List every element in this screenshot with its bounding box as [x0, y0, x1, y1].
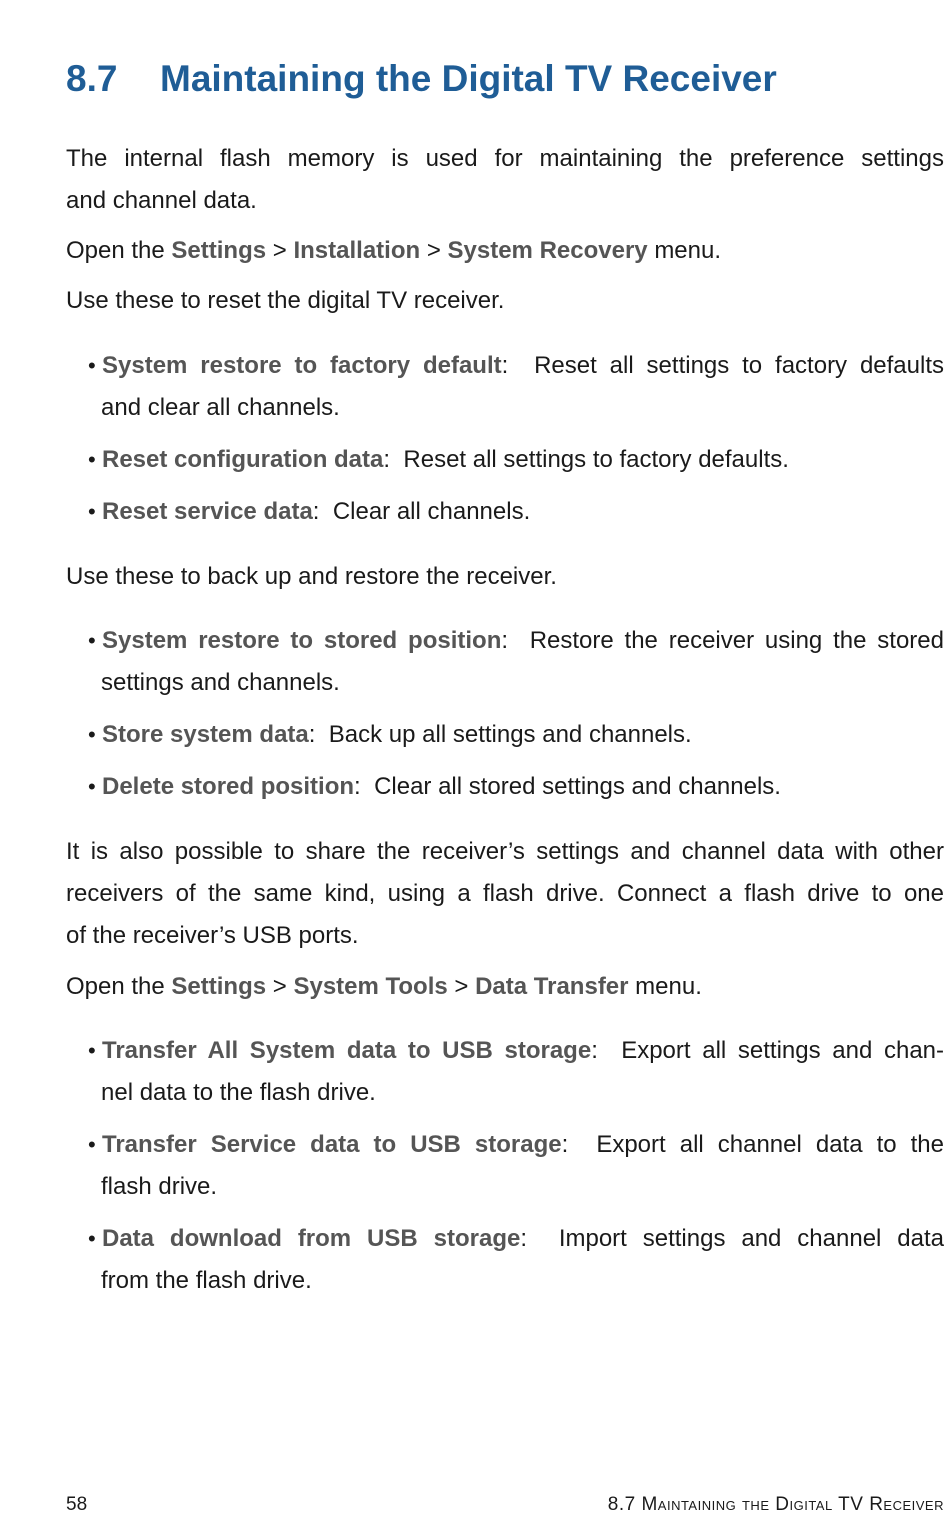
- bullet-icon: •: [88, 499, 96, 524]
- bullet-icon: •: [88, 353, 96, 378]
- backup-intro: Use these to back up and restore the receiver.: [66, 563, 557, 590]
- menu-system-tools: System Tools: [293, 973, 448, 1000]
- menu-path-transfer: Open the Settings > System Tools > Data Transfer menu.: [66, 973, 702, 1000]
- menu-path-recovery: Open the Settings > Installation > System Recovery menu.: [66, 237, 722, 264]
- bullet-icon: •: [88, 774, 96, 799]
- intro-line-1: The internal flash memory is used for maintaining the preference settings: [66, 145, 944, 172]
- menu-settings: Settings: [171, 237, 267, 264]
- bullet-icon: •: [88, 722, 96, 747]
- share-line-3: of the receiver’s USB ports.: [66, 922, 359, 949]
- bullet-icon: •: [88, 1132, 96, 1157]
- section-number: 8.7: [66, 58, 118, 99]
- bullet-icon: •: [88, 1226, 96, 1251]
- intro-line-2: and channel data.: [66, 187, 257, 214]
- share-line-2: receivers of the same kind, using a flash drive. Connect a flash drive to one: [66, 880, 944, 907]
- bullet-icon: •: [88, 1038, 96, 1063]
- menu-settings: Settings: [171, 973, 267, 1000]
- menu-data-transfer: Data Transfer: [475, 973, 629, 1000]
- page-number: 58: [66, 1494, 88, 1515]
- menu-system-recovery: System Recovery: [447, 237, 648, 264]
- reset-intro: Use these to reset the digital TV receiver.: [66, 287, 505, 314]
- section-heading: [66, 58, 777, 100]
- section-title: Maintaining the Digital TV Receiver: [160, 58, 777, 99]
- bullet-icon: •: [88, 628, 96, 653]
- bullet-icon: •: [88, 447, 96, 472]
- menu-installation: Installation: [293, 237, 421, 264]
- running-footer: 8.7 Maintaining the Digital TV Receiver: [607, 1494, 944, 1515]
- share-line-1: It is also possible to share the receiver’s settings and channel data with other: [66, 838, 944, 865]
